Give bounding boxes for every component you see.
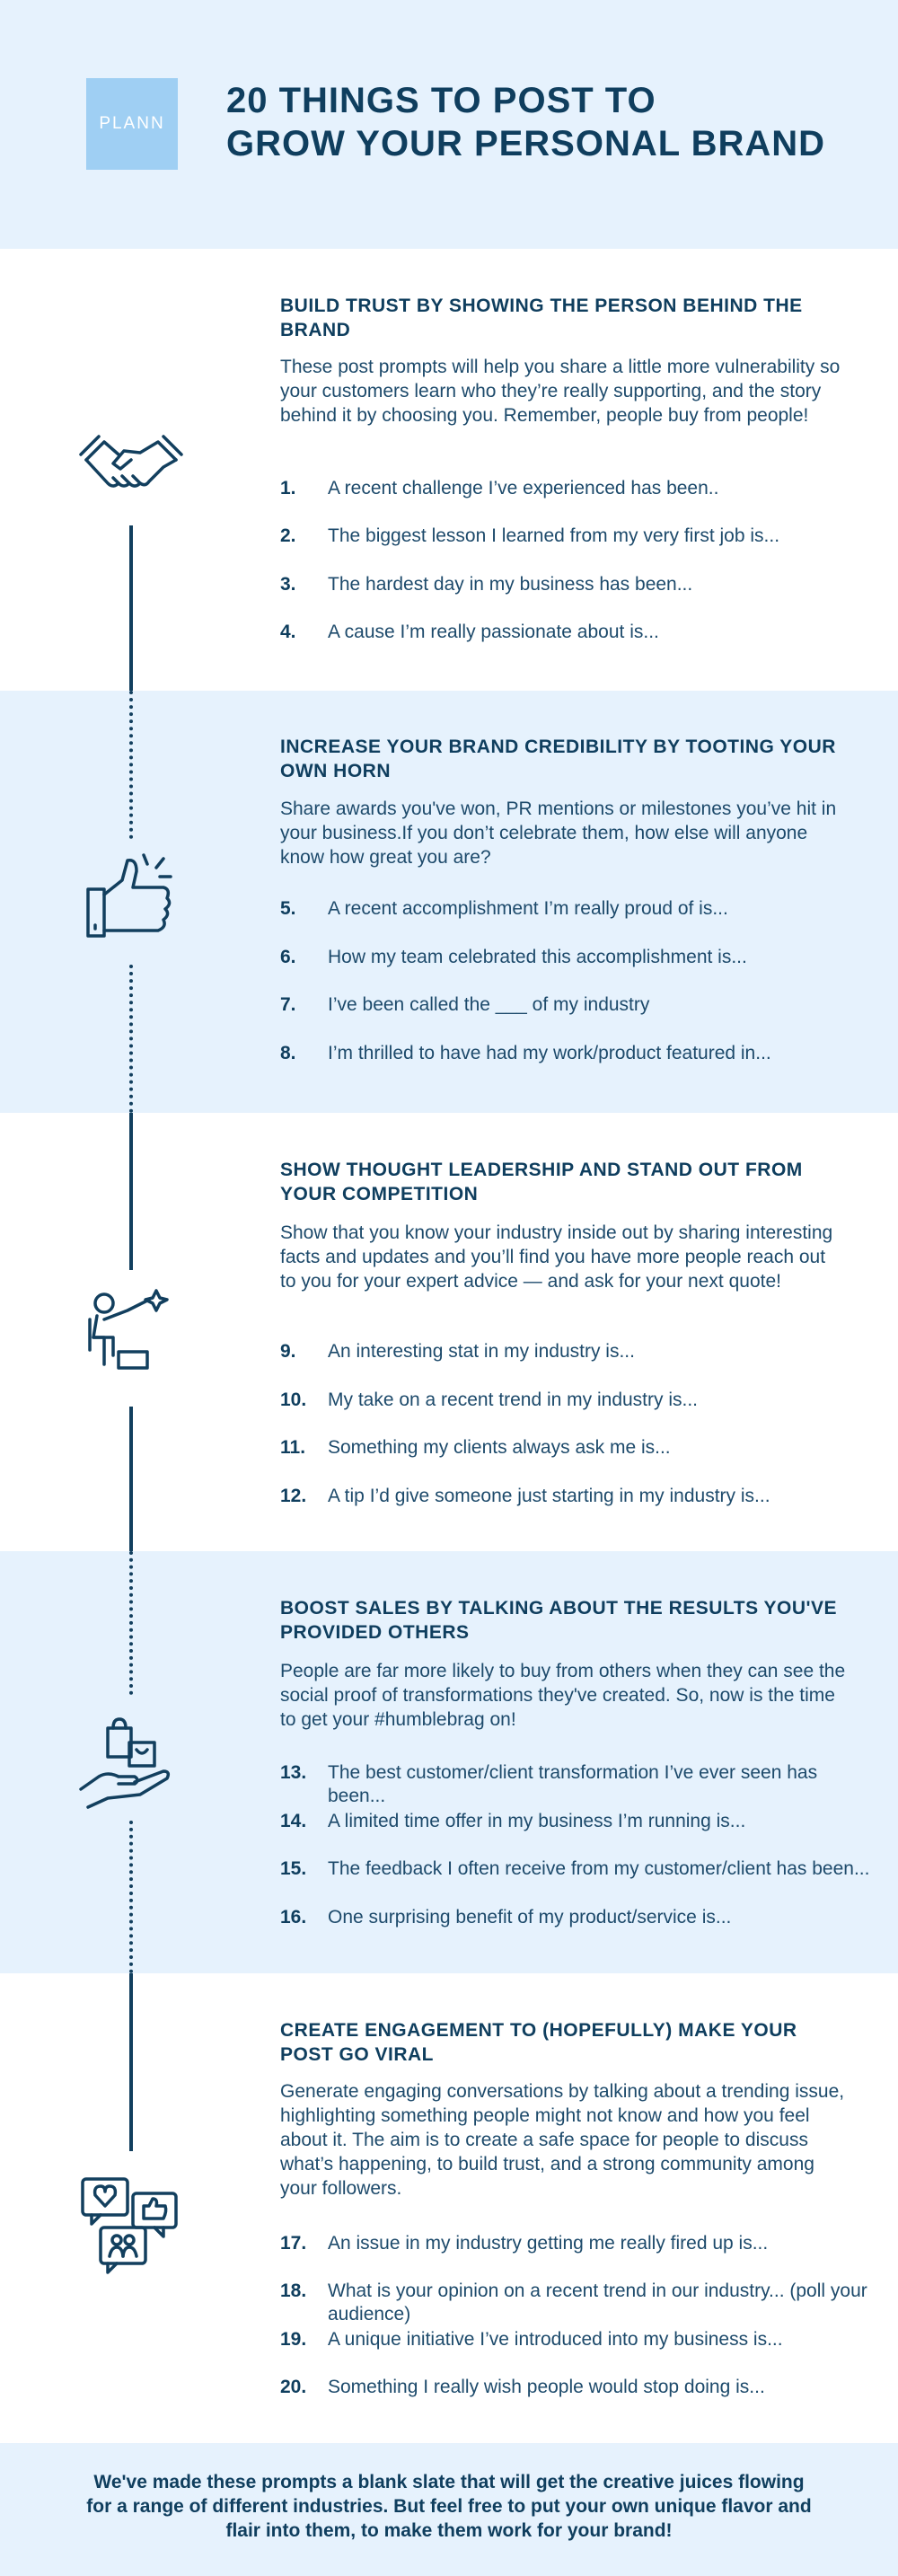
presenter-icon <box>77 1284 185 1382</box>
page-header <box>0 0 898 249</box>
section-heading: BOOST SALES BY TALKING ABOUT THE RESULTS YOU'VE PROVIDED OTHERS <box>280 1598 838 1643</box>
section-description: Share awards you've won, PR mentions or milestones you’ve hit in your business.If you don’t celebrate them, how else will anyone know how great you are? <box>280 798 837 868</box>
section-description: Show that you know your industry inside out by sharing interesting facts and updates and you’ll find you have more people reach out to you for your expert advice — and ask for your next quote! <box>280 1222 833 1292</box>
plann-logo: PLANN <box>86 78 178 170</box>
section-brand-credibility: INCREASE YOUR BRAND CREDIBILITY BY TOOTING YOUR OWN HORN Share awards you've won, PR mentions or milestones you’ve hit in your business.If you don’t celebrate them, how else will anyone know how great you are? 5. A recent accomplishment I’m really proud of is... 6. How my team celebrated this accomplishment is... 7. I’ve been called the ___ of my industry 8. I’m thrilled to have had my work/product featured in... <box>0 691 898 1113</box>
thumbs-up-icon <box>77 848 185 947</box>
timeline-dots <box>129 965 133 1113</box>
section-thought-leadership: SHOW THOUGHT LEADERSHIP AND STAND OUT FROM YOUR COMPETITION Show that you know your industry inside out by sharing interesting facts and updates and you’ll find you have more people reach out to you for your expert advice — and ask for your next quote! 9. An interesting stat in my industry is... 10. My take on a recent trend in my industry is... 11. Something my clients always ask me is... 12. A tip I’d give someone just starting in my industry is... <box>0 1113 898 1551</box>
section-boost-sales: BOOST SALES BY TALKING ABOUT THE RESULTS YOU'VE PROVIDED OTHERS People are far more likely to buy from others when they can see the social proof of transformations they've created. So, now is the time to get your #humblebrag on! 13. The best customer/client transformation I’ve ever seen has been... 14. A limited time offer in my business I’m running is... 15. The feedback I often receive from my customer/client has been... 16. One surprising benefit of my product/service is... <box>0 1551 898 1973</box>
section-heading: BUILD TRUST BY SHOWING THE PERSON BEHIND THE BRAND <box>280 296 803 340</box>
timeline-line <box>129 525 133 691</box>
section-description: These post prompts will help you share a little more vulnerability so your customers learn who they’re really supporting, and the story behind it by choosing you. Remember, people buy from people! <box>280 357 841 426</box>
section-heading: INCREASE YOUR BRAND CREDIBILITY BY TOOTING YOUR OWN HORN <box>280 737 836 781</box>
footer-text: We've made these prompts a blank slate that will get the creative juices flowing for a range of different industries. But feel free to put your own unique flavor and flair into them, to make them work for your brand! <box>86 2472 812 2541</box>
section-heading: CREATE ENGAGEMENT TO (HOPEFULLY) MAKE YOUR POST GO VIRAL <box>280 2020 797 2065</box>
timeline-line <box>129 1407 133 1551</box>
handshake-icon <box>77 424 185 523</box>
timeline-dots <box>129 691 133 839</box>
title-line-1: 20 THINGS TO POST TO <box>226 81 656 120</box>
title-line-2: GROW YOUR PERSONAL BRAND <box>226 124 826 163</box>
shopping-bags-hand-icon <box>77 1717 185 1816</box>
social-engagement-icon <box>77 2175 185 2274</box>
timeline-line <box>129 1113 133 1270</box>
section-build-trust: BUILD TRUST BY SHOWING THE PERSON BEHIND THE BRAND These post prompts will help you share a little more vulnerability so your customers learn who they’re really supporting, and the story behind it by choosing you. Remember, people buy from people! 1. A recent challenge I’ve experienced has been.. 2. The biggest lesson I learned from my very first job is... 3. The hardest day in my business has been... 4. A cause I’m really passionate about is... <box>0 249 898 691</box>
timeline-dots <box>129 1551 133 1695</box>
section-description: Generate engaging conversations by talking about a trending issue, highlighting something people might not know and how you feel about it. The aim is to create a safe space for people to discuss what’s happening, to build trust, and a strong community among your followers. <box>280 2081 845 2199</box>
page-title <box>226 79 873 165</box>
page-footer <box>0 2443 898 2576</box>
section-description: People are far more likely to buy from others when they can see the social proof of transformations they've created. So, now is the time to get your #humblebrag on! <box>280 1661 846 1730</box>
timeline-dots <box>129 1821 133 1973</box>
section-create-engagement: CREATE ENGAGEMENT TO (HOPEFULLY) MAKE YOUR POST GO VIRAL Generate engaging conversations by talking about a trending issue, highlighting something people might not know and how you feel about it. The aim is to create a safe space for people to discuss what’s happening, to build trust, and a strong community among your followers. 17. An issue in my industry getting me really fired up is... 18. What is your opinion on a recent trend in our industry... (poll your audience) 19. A unique initiative I’ve introduced into my business is... 20. Something I really wish people would stop doing is... <box>0 1973 898 2443</box>
timeline-line <box>129 1973 133 2151</box>
section-heading: SHOW THOUGHT LEADERSHIP AND STAND OUT FROM YOUR COMPETITION <box>280 1160 803 1204</box>
